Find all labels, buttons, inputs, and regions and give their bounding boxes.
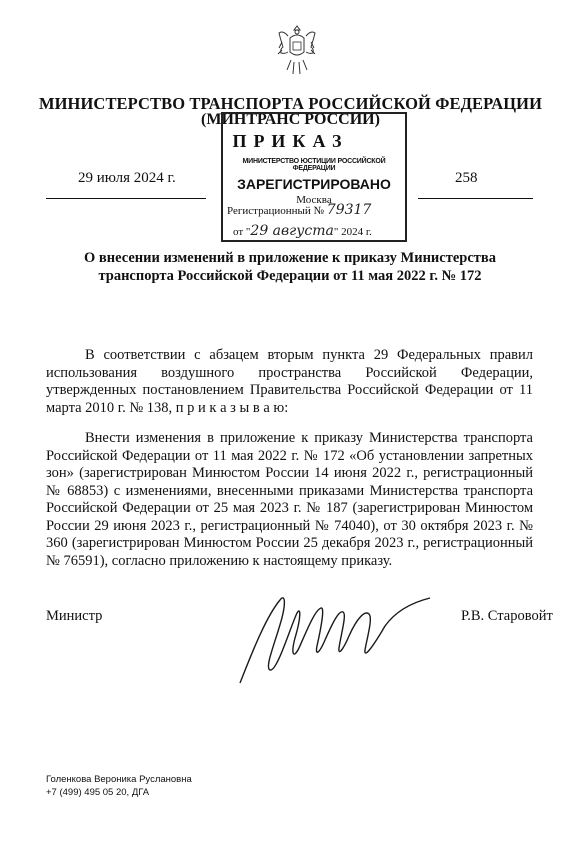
- handwritten-signature: [235, 588, 435, 698]
- signer-position: Министр: [46, 608, 103, 624]
- date-underline: [46, 198, 206, 199]
- stamp-reg-label: Регистрационный №: [227, 205, 325, 217]
- ministry-short-name: (МИНТРАНС РОССИИ): [201, 111, 380, 128]
- registration-stamp: [221, 112, 407, 242]
- number-underline: [418, 198, 533, 199]
- ministry-name: МИНИСТЕРСТВО ТРАНСПОРТА РОССИЙСКОЙ ФЕДЕРАЦИИ: [38, 94, 543, 113]
- stamp-ministry-line: МИНИСТЕРСТВО ЮСТИЦИИ РОССИЙСКОЙ ФЕДЕРАЦИИ: [242, 158, 386, 172]
- stamp-registration-date: от "29 августа" 2024 г.: [233, 223, 372, 239]
- signer-name: Р.В. Старовойт: [461, 608, 553, 624]
- stamp-status: ЗАРЕГИСТРИРОВАНО: [237, 176, 391, 192]
- order-date: 29 июля 2024 г.: [78, 170, 176, 186]
- preamble-paragraph: В соответствии с абзацем вторым пункта 29 Федеральных правил использования воздушного пространства Российской Федерации, утвержденных постановлением Правительства Российской Федерации от 11 марта 2010 г. № 138, п р и к а з ы в а ю:: [46, 347, 533, 416]
- stamp-registration-number: [227, 202, 371, 218]
- order-paragraph: Внести изменения в приложение к приказу Министерства транспорта Российской Федерации от 11 мая 2022 г. № 172 «Об установлении запретных зон» (зарегистрирован Минюстом России 14 июня 2022 г., регистрационный № 68853) с изменениями, внесенными приказами Министерства транспорта Российской Федерации от 25 мая 2023 г. № 187 (зарегистрирован Минюстом России 29 июня 2023 г., регистрационный № 74040), от 30 октября 2023 г. № 360 (зарегистрирован Минюстом России 25 декабря 2023 г., регистрационный № 76591), согласно приложению к настоящему приказу.: [46, 430, 533, 569]
- coat-of-arms-icon: [276, 22, 318, 84]
- stamp-date-prefix: от ": [233, 226, 251, 238]
- stamp-reg-number-handwritten: 79317: [326, 202, 372, 218]
- stamp-date-handwritten: 29 августа: [250, 223, 334, 239]
- document-title: О внесении изменений в приложение к приказу Министерства транспорта Российской Федерации от 11 мая 2022 г. № 172: [84, 250, 496, 284]
- stamp-date-year: 2024 г.: [341, 226, 372, 238]
- order-number: 258: [455, 170, 478, 186]
- executor-name: Голенкова Вероника Руслановна: [46, 774, 192, 785]
- document-type: ПРИКАЗ: [232, 131, 349, 151]
- executor-phone: +7 (499) 495 05 20, ДГА: [46, 787, 150, 798]
- stamp-city: Москва: [296, 194, 332, 206]
